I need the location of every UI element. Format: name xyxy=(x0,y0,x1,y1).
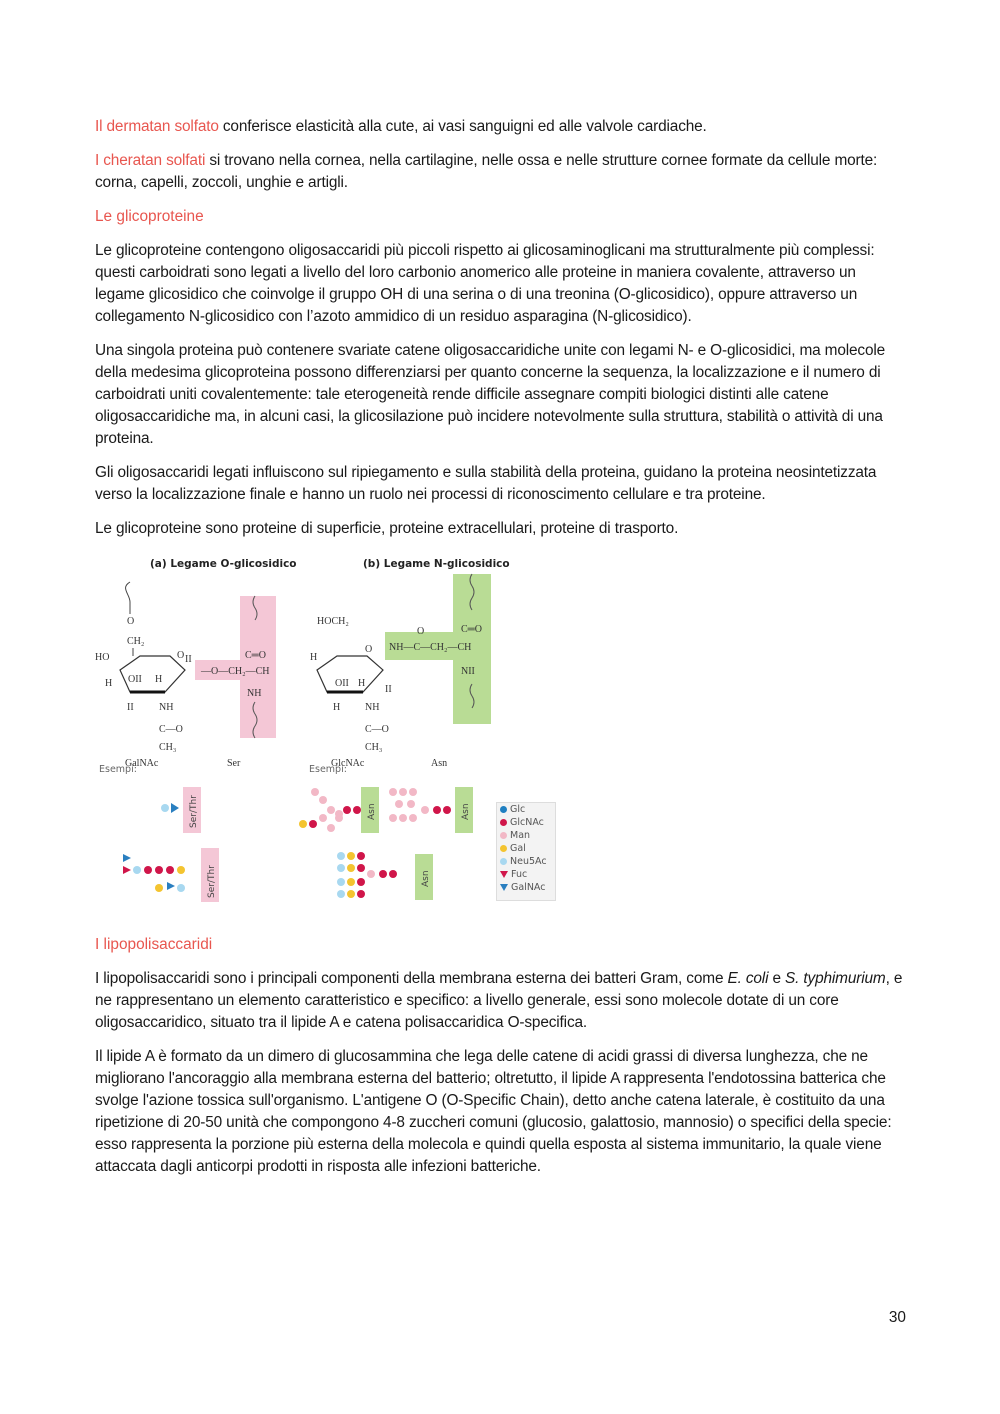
svg-text:O: O xyxy=(177,650,185,661)
paragraph-lipo-1 xyxy=(95,968,905,1034)
svg-text:II: II xyxy=(127,702,134,713)
svg-text:HOCH₂: HOCH₂ xyxy=(317,616,349,627)
figure-label-a: (a) Legame O-glicosidico xyxy=(150,558,297,570)
paragraph-glico-2: Una singola proteina può contenere svariate catene oligosaccaridiche unite con legami N- e O-glicosidici, ma molecole della medesima glicoproteina possono differenziarsi per quanto concerne la sequenza, la localizzazione e il numero di carboidrati uniti covalentemente: tale eterogeneità rende difficile assegnare compiti biologici distinti alle catene oligosaccaridiche ma, in alcuni casi, la glicosilazione può incidere notevolmente sulla struttura, stabilità o attività di una proteina. xyxy=(95,342,886,447)
svg-text:H: H xyxy=(333,702,341,713)
svg-text:NII: NII xyxy=(461,666,475,677)
paragraph-text: e xyxy=(768,970,786,987)
svg-text:H: H xyxy=(105,678,113,689)
paragraph-glico-1: Le glicoproteine contengono oligosaccaridi più piccoli rispetto ai glicosaminoglicani ma strutturalmente più complessi: questi carboidrati sono legati a livello del loro carbonio anomerico alle proteine in maniera covalente, attraverso un legame glicosidico che coinvolge il gruppo OH di una serina o di una treonina (O-glicosidico), oppure attraverso un collegamento N-glicosidico con l’azoto ammidico di un residuo asparagina (N-glicosidico). xyxy=(95,242,875,325)
paragraph-text: conferisce elasticità alla cute, ai vasi sanguigni ed alle valvole cardiache. xyxy=(218,118,707,135)
svg-text:NH: NH xyxy=(365,702,380,713)
svg-text:OII: OII xyxy=(128,674,142,685)
svg-text:C═O: C═O xyxy=(461,624,482,635)
circle-icon xyxy=(500,845,507,852)
svg-text:II: II xyxy=(385,684,392,695)
paragraph-dermatan xyxy=(95,116,905,138)
circle-icon xyxy=(500,819,507,826)
aa-label-asn: Asn xyxy=(431,758,448,769)
tag-asn-3-label: Asn xyxy=(421,870,431,887)
svg-text:O: O xyxy=(365,644,373,655)
legend-item xyxy=(497,842,555,855)
term-dermatan: Il dermatan solfato xyxy=(95,118,219,135)
circle-icon xyxy=(500,858,507,865)
legend-label: Gal xyxy=(510,843,526,854)
species-styphimurium: S. typhimurium xyxy=(785,970,886,987)
svg-text:OII: OII xyxy=(335,678,349,689)
triangle-down-icon xyxy=(500,871,508,878)
svg-text:NH: NH xyxy=(247,688,262,699)
svg-text:II: II xyxy=(185,654,192,665)
svg-text:O: O xyxy=(127,616,135,627)
aa-label-ser: Ser xyxy=(227,758,241,769)
document-page xyxy=(95,116,905,1190)
svg-text:H: H xyxy=(310,652,318,663)
svg-text:C—O: C—O xyxy=(159,724,183,735)
sugar-label-galnac: GalNAc xyxy=(125,758,159,769)
svg-text:C═O: C═O xyxy=(245,650,266,661)
figure-label-b: (b) Legame N-glicosidico xyxy=(363,558,510,570)
svg-text:CH₂: CH₂ xyxy=(127,636,145,647)
paragraph-lipo-2: Il lipide A è formato da un dimero di glucosammina che lega delle catene di acidi grassi di diversa lunghezza, che ne migliorano l'ancoraggio alla membrana esterna del batterio; oltretutto, il lipide A rappresenta l'endotossina batterica che svolge l'azione tossica sull'organismo. L'antigene O (O-Specific Chain), detto anche catena laterale, è costituito da una ripetizione di 20-50 unità che compongono 4-8 zuccheri comuni (glucosio, galattosio, mannosio) o specifici della specie: esso rappresenta la porzione più esterna della molecola e quindi quella esposta al sistema immunitario, la quale viene attaccata dagli anticorpi prodotti in risposta alle infezioni batteriche. xyxy=(95,1048,892,1175)
esempi-label-b: Esempi: xyxy=(309,764,347,775)
page-number: 30 xyxy=(888,1309,906,1326)
tag-ser-thr-2-label: Ser/Thr xyxy=(207,865,217,898)
sugar-label-glcnac: GlcNAc xyxy=(331,758,365,769)
svg-text:NH: NH xyxy=(159,702,174,713)
paragraph-text: I lipopolisaccaridi sono i principali componenti della membrana esterna dei batteri Gram, come xyxy=(95,970,728,987)
svg-text:CH₃: CH₃ xyxy=(159,742,177,753)
svg-text:C—O: C—O xyxy=(365,724,389,735)
legend-item xyxy=(497,816,555,829)
legend-label: Man xyxy=(510,830,531,841)
legend-item xyxy=(497,803,555,816)
tag-asn-1-label: Asn xyxy=(367,803,377,820)
tag-asn-2-label: Asn xyxy=(461,803,471,820)
paragraph-glico-4: Le glicoproteine sono proteine di superficie, proteine extracellulari, proteine di trasporto. xyxy=(95,520,679,537)
esempi-label-a: Esempi: xyxy=(99,764,137,775)
species-ecoli: E. coli xyxy=(727,970,769,987)
svg-text:NH—C—CH₂—CH: NH—C—CH₂—CH xyxy=(389,642,472,653)
svg-text:O: O xyxy=(417,626,425,637)
legend-label: Glc xyxy=(510,804,526,815)
paragraph-cheratan xyxy=(95,150,905,194)
paragraph-glico-3: Gli oligosaccaridi legati influiscono sul ripiegamento e sulla stabilità della proteina, guidano la proteina neosintetizzata verso la localizzazione finale e hanno un ruolo nei processi di riconoscimento cellulare e tra proteine. xyxy=(95,464,877,503)
legend-item xyxy=(497,855,555,868)
legend-item xyxy=(497,868,555,881)
legend-label: GlcNAc xyxy=(510,817,544,828)
circle-icon xyxy=(500,832,507,839)
svg-text:H: H xyxy=(358,678,366,689)
svg-text:H: H xyxy=(155,674,163,685)
tag-ser-thr-1-label: Ser/Thr xyxy=(189,795,199,828)
legend-label: Fuc xyxy=(511,869,528,880)
paragraph-text: , e ne rappresentano un elemento caratteristico e specifico: a livello generale, essi sono molecole dotate di un core oligosaccaridico, situato tra il lipide A e catena polisaccaridica O-specifica. xyxy=(95,970,903,1031)
term-cheratan: I cheratan solfati xyxy=(95,152,206,169)
legend-item xyxy=(497,881,555,894)
svg-text:CH₃: CH₃ xyxy=(365,742,383,753)
glycan-legend xyxy=(496,802,556,901)
legend-item xyxy=(497,829,555,842)
triangle-down-icon xyxy=(500,884,508,891)
svg-text:—O—CH₂—CH: —O—CH₂—CH xyxy=(201,666,270,677)
legend-label: GalNAc xyxy=(511,882,546,893)
circle-icon xyxy=(500,806,507,813)
legend-label: Neu5Ac xyxy=(510,856,547,867)
glycosidic-bond-figure xyxy=(95,552,565,924)
svg-text:HO: HO xyxy=(95,652,110,663)
paragraph-text: si trovano nella cornea, nella cartilagine, nelle ossa e nelle strutture cornee formate da cellule morte: corna, capelli, zoccoli, unghie e artigli. xyxy=(95,152,878,191)
heading-glicoproteine: Le glicoproteine xyxy=(95,208,204,225)
figure-drawing xyxy=(95,552,565,924)
heading-lipopolisaccaridi: I lipopolisaccaridi xyxy=(95,936,213,953)
